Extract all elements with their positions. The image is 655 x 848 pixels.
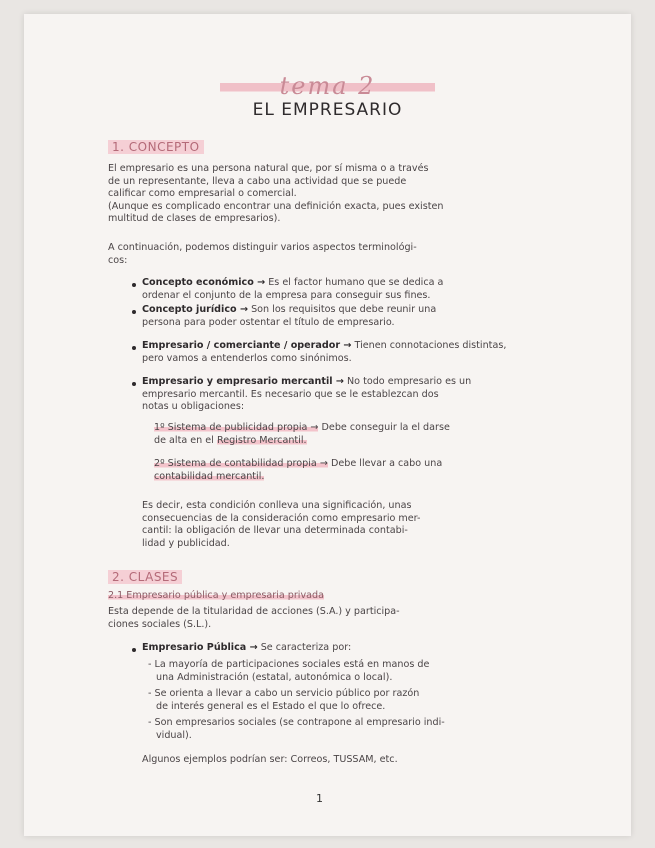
section-heading-clases: 2. CLASES	[108, 570, 182, 584]
bullet-term: Concepto jurídico →	[142, 304, 248, 315]
text-line: cantil: la obligación de llevar una determinada contabi-	[142, 525, 408, 537]
publica-characteristic	[148, 688, 584, 713]
bullet-text: Son los requisitos que debe reunir una	[251, 304, 437, 315]
bullet-term: Empresario y empresario mercantil →	[142, 376, 344, 387]
obligation-text: de alta en el	[154, 434, 214, 446]
subheading-publica-privada: 2.1 Empresario pública y empresaria privada	[108, 590, 324, 601]
bullet-term: Concepto económico →	[142, 277, 266, 288]
text-line: - Se orienta a llevar a cabo un servicio público por razón	[148, 688, 420, 699]
obligation-lead: 2º Sistema de contabilidad propia →	[154, 458, 328, 469]
bullet-term: Empresario Pública →	[142, 642, 258, 653]
bullet-text: Es el factor humano que se dedica a	[268, 277, 444, 288]
text-line: notas u obligaciones:	[142, 401, 245, 413]
obligation-text: Debe llevar a cabo una	[330, 458, 443, 469]
notebook-page	[24, 14, 631, 836]
contabilidad-mercantil: contabilidad mercantil.	[154, 470, 265, 482]
examples-line: Algunos ejemplos podrían ser: Correos, TUSSAM, etc.	[142, 754, 398, 765]
bullet-concepto-economico	[142, 277, 582, 302]
bullet-text: Tienen connotaciones distintas,	[354, 340, 507, 351]
text-line: El empresario es una persona natural que, por sí misma o a través	[108, 163, 429, 174]
text-line: ordenar el conjunto de la empresa para conseguir sus fines.	[142, 289, 431, 301]
bullet-dot	[132, 283, 136, 287]
bullet-empresario-mercantil	[142, 376, 582, 414]
publica-characteristic	[148, 717, 584, 742]
tema-label-wrap	[24, 72, 631, 100]
bullet-dot	[132, 310, 136, 314]
bullet-dot	[132, 346, 136, 350]
text-line: de interés general es el Estado el que lo ofrece.	[156, 700, 386, 712]
bullet-dot	[132, 648, 136, 652]
bullet-text: No todo empresario es un	[346, 376, 472, 387]
text-line: de un representante, lleva a cabo una actividad que se puede	[108, 175, 407, 187]
publica-characteristic	[148, 659, 584, 684]
bullet-empresario-comerciante	[142, 340, 582, 365]
text-line: - La mayoría de participaciones sociales está en manos de	[148, 659, 430, 670]
bullet-empresario-publica	[142, 642, 582, 655]
concepto-conclusion	[142, 500, 582, 550]
text-line: - Son empresarios sociales (se contrapone al empresario indi-	[148, 717, 445, 728]
text-line: (Aunque es complicado encontrar una definición exacta, pues existen	[108, 200, 444, 212]
registro-mercantil: Registro Mercantil.	[216, 434, 307, 446]
concepto-lead	[108, 242, 578, 267]
clases-intro	[108, 606, 578, 631]
page-title: EL EMPRESARIO	[252, 100, 403, 120]
concepto-intro	[108, 163, 578, 226]
text-line: lidad y publicidad.	[142, 537, 230, 549]
obligation-lead: 1º Sistema de publicidad propia →	[154, 422, 319, 433]
text-line: pero vamos a entenderlos como sinónimos.	[142, 352, 352, 364]
text-line: cos:	[108, 254, 128, 266]
obligation-contabilidad	[154, 458, 584, 483]
text-line: Esta depende de la titularidad de acciones (S.A.) y participa-	[108, 606, 400, 617]
bullet-term: Empresario / comerciante / operador →	[142, 340, 352, 351]
page-number: 1	[316, 792, 323, 805]
tema-label: tema 2	[220, 72, 436, 100]
text-line: una Administración (estatal, autonómica o local).	[156, 671, 393, 683]
text-line: ciones sociales (S.L.).	[108, 618, 212, 630]
bullet-text: Se caracteriza por:	[260, 642, 352, 653]
text-line: calificar como empresarial o comercial.	[108, 188, 297, 200]
text-line: A continuación, podemos distinguir varios aspectos terminológi-	[108, 242, 417, 253]
obligation-publicidad	[154, 422, 584, 447]
text-line: Es decir, esta condición conlleva una significación, unas	[142, 500, 412, 511]
text-line: consecuencias de la consideración como empresario mer-	[142, 512, 421, 524]
text-line: vidual).	[156, 729, 192, 741]
text-line: persona para poder ostentar el título de empresario.	[142, 316, 395, 328]
text-line: multitud de clases de empresarios).	[108, 213, 281, 225]
obligation-text: Debe conseguir la el darse	[321, 422, 450, 433]
bullet-concepto-juridico	[142, 304, 582, 329]
section-heading-concepto: 1. CONCEPTO	[108, 140, 204, 154]
bullet-dot	[132, 382, 136, 386]
text-line: empresario mercantil. Es necesario que se le establezcan dos	[142, 388, 439, 400]
